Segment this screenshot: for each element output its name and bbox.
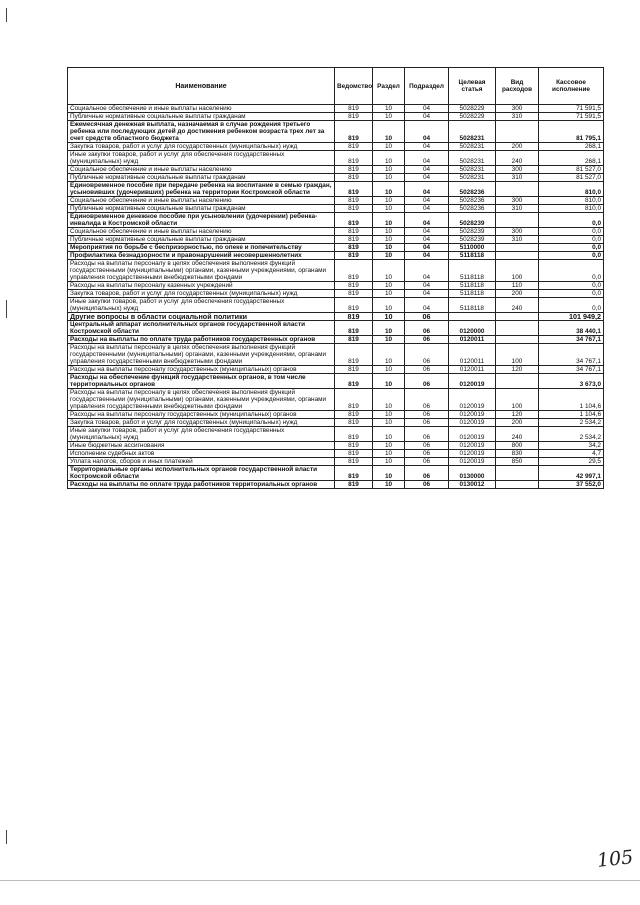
row-amount-cell: 0,0 [539, 298, 604, 313]
row-name-cell: Профилактика безнадзорности и правонарушений несовершеннолетних [68, 252, 335, 260]
table-row [68, 336, 604, 344]
row-razdel-cell: 10 [373, 411, 405, 419]
row-amount-cell: 3 673,0 [539, 374, 604, 389]
table-row [68, 213, 604, 228]
row-podrazdel-cell: 04 [405, 182, 449, 197]
row-razdel-cell: 10 [373, 182, 405, 197]
row-razdel-cell: 10 [373, 389, 405, 411]
row-amount-cell: 29,5 [539, 458, 604, 466]
row-vedomstvo-cell: 819 [335, 344, 373, 366]
row-name-cell: Публичные нормативные социальные выплаты гражданам [68, 205, 335, 213]
row-amount-cell: 810,0 [539, 197, 604, 205]
row-vedomstvo-cell: 819 [335, 121, 373, 143]
table-row [68, 205, 604, 213]
row-podrazdel-cell: 06 [405, 481, 449, 489]
row-name-cell: Социальное обеспечение и иные выплаты населению [68, 228, 335, 236]
row-celevaya-statya-cell [449, 313, 496, 321]
row-amount-cell: 71 591,5 [539, 113, 604, 121]
row-vid-rashodov-cell: 300 [496, 228, 539, 236]
row-podrazdel-cell: 04 [405, 105, 449, 113]
row-razdel-cell: 10 [373, 374, 405, 389]
table-row [68, 290, 604, 298]
row-razdel-cell: 10 [373, 228, 405, 236]
table-row [68, 321, 604, 336]
row-amount-cell: 34 767,1 [539, 336, 604, 344]
row-vedomstvo-cell: 819 [335, 213, 373, 228]
row-razdel-cell: 10 [373, 252, 405, 260]
row-vid-rashodov-cell: 310 [496, 236, 539, 244]
row-razdel-cell: 10 [373, 366, 405, 374]
binder-mark [6, 300, 7, 318]
row-podrazdel-cell: 04 [405, 197, 449, 205]
row-razdel-cell: 10 [373, 481, 405, 489]
row-podrazdel-cell: 04 [405, 121, 449, 143]
table-row [68, 174, 604, 182]
header-razdel: Раздел [373, 68, 405, 105]
table-row [68, 466, 604, 481]
row-celevaya-statya-cell: 0120011 [449, 366, 496, 374]
row-celevaya-statya-cell: 5028239 [449, 236, 496, 244]
table-row [68, 121, 604, 143]
row-vid-rashodov-cell [496, 252, 539, 260]
row-vid-rashodov-cell: 200 [496, 143, 539, 151]
row-podrazdel-cell: 06 [405, 321, 449, 336]
header-vedomstvo: Ведомство [335, 68, 373, 105]
row-razdel-cell: 10 [373, 442, 405, 450]
row-podrazdel-cell: 06 [405, 466, 449, 481]
row-razdel-cell: 10 [373, 121, 405, 143]
row-podrazdel-cell: 04 [405, 213, 449, 228]
row-celevaya-statya-cell: 5118118 [449, 290, 496, 298]
row-amount-cell: 37 552,0 [539, 481, 604, 489]
row-podrazdel-cell: 04 [405, 113, 449, 121]
row-vedomstvo-cell: 819 [335, 313, 373, 321]
row-vedomstvo-cell: 819 [335, 197, 373, 205]
row-vid-rashodov-cell: 100 [496, 344, 539, 366]
row-vid-rashodov-cell: 100 [496, 260, 539, 282]
row-podrazdel-cell: 04 [405, 151, 449, 166]
table-row [68, 366, 604, 374]
row-vid-rashodov-cell [496, 313, 539, 321]
row-podrazdel-cell: 06 [405, 344, 449, 366]
row-razdel-cell: 10 [373, 282, 405, 290]
row-podrazdel-cell: 06 [405, 389, 449, 411]
row-name-cell: Социальное обеспечение и иные выплаты населению [68, 197, 335, 205]
row-vedomstvo-cell: 819 [335, 427, 373, 442]
row-amount-cell: 0,0 [539, 236, 604, 244]
row-celevaya-statya-cell: 0120019 [449, 389, 496, 411]
row-amount-cell: 0,0 [539, 282, 604, 290]
row-podrazdel-cell: 06 [405, 450, 449, 458]
row-amount-cell: 71 591,5 [539, 105, 604, 113]
row-vid-rashodov-cell: 240 [496, 298, 539, 313]
row-podrazdel-cell: 04 [405, 228, 449, 236]
row-celevaya-statya-cell: 5118118 [449, 260, 496, 282]
row-amount-cell: 81 795,1 [539, 121, 604, 143]
table-row [68, 182, 604, 197]
table-row [68, 252, 604, 260]
row-name-cell: Расходы на выплаты по оплате труда работников территориальных органов [68, 481, 335, 489]
row-vid-rashodov-cell: 120 [496, 366, 539, 374]
row-razdel-cell: 10 [373, 313, 405, 321]
row-name-cell: Исполнение судебных актов [68, 450, 335, 458]
row-vid-rashodov-cell: 300 [496, 166, 539, 174]
row-vid-rashodov-cell: 310 [496, 174, 539, 182]
table-row [68, 411, 604, 419]
row-name-cell: Расходы на обеспечение функций государственных органов, в том числе территориальных органов [68, 374, 335, 389]
row-podrazdel-cell: 04 [405, 252, 449, 260]
row-celevaya-statya-cell: 5028231 [449, 166, 496, 174]
row-vedomstvo-cell: 819 [335, 236, 373, 244]
row-amount-cell: 0,0 [539, 260, 604, 282]
row-vid-rashodov-cell: 240 [496, 151, 539, 166]
row-name-cell: Расходы на выплаты персоналу государственных (муниципальных) органов [68, 411, 335, 419]
row-name-cell: Иные бюджетные ассигнования [68, 442, 335, 450]
row-razdel-cell: 10 [373, 143, 405, 151]
row-vedomstvo-cell: 819 [335, 442, 373, 450]
row-celevaya-statya-cell: 0120019 [449, 442, 496, 450]
row-name-cell: Расходы на выплаты персоналу в целях обеспечения выполнения функций государственными (муниципальными) органами, казенными учреждениями, органами управления государственными внебюджетными фондами [68, 260, 335, 282]
row-celevaya-statya-cell: 0130012 [449, 481, 496, 489]
page-bottom-edge [0, 880, 640, 881]
row-podrazdel-cell: 06 [405, 427, 449, 442]
table-row [68, 374, 604, 389]
row-amount-cell: 268,1 [539, 143, 604, 151]
row-podrazdel-cell: 04 [405, 282, 449, 290]
table-row [68, 458, 604, 466]
row-celevaya-statya-cell: 5118118 [449, 298, 496, 313]
row-podrazdel-cell: 04 [405, 244, 449, 252]
row-podrazdel-cell: 06 [405, 442, 449, 450]
row-name-cell: Центральный аппарат исполнительных органов государственной власти Костромской области [68, 321, 335, 336]
row-razdel-cell: 10 [373, 336, 405, 344]
row-celevaya-statya-cell: 5118118 [449, 252, 496, 260]
row-celevaya-statya-cell: 0120000 [449, 321, 496, 336]
row-razdel-cell: 10 [373, 290, 405, 298]
row-amount-cell: 34 767,1 [539, 366, 604, 374]
row-name-cell: Ежемесячная денежная выплата, назначаемая в случае рождения третьего ребенка или последующих детей до достижения ребенком возраста трех лет за счет средств областного бюджета [68, 121, 335, 143]
table-row [68, 105, 604, 113]
row-amount-cell: 810,0 [539, 205, 604, 213]
row-razdel-cell: 10 [373, 298, 405, 313]
row-podrazdel-cell: 06 [405, 313, 449, 321]
row-name-cell: Закупка товаров, работ и услуг для государственных (муниципальных) нужд [68, 419, 335, 427]
row-name-cell: Иные закупки товаров, работ и услуг для обеспечения государственных (муниципальных) нужд [68, 427, 335, 442]
row-celevaya-statya-cell: 0120019 [449, 411, 496, 419]
table-row [68, 481, 604, 489]
row-vedomstvo-cell: 819 [335, 481, 373, 489]
row-vedomstvo-cell: 819 [335, 336, 373, 344]
table-row [68, 113, 604, 121]
row-podrazdel-cell: 04 [405, 174, 449, 182]
row-vedomstvo-cell: 819 [335, 411, 373, 419]
table-row [68, 151, 604, 166]
table-row [68, 143, 604, 151]
row-amount-cell: 38 440,1 [539, 321, 604, 336]
table-row [68, 298, 604, 313]
table-row [68, 450, 604, 458]
row-name-cell: Закупка товаров, работ и услуг для государственных (муниципальных) нужд [68, 143, 335, 151]
row-vid-rashodov-cell: 300 [496, 105, 539, 113]
row-celevaya-statya-cell: 0120019 [449, 419, 496, 427]
row-razdel-cell: 10 [373, 466, 405, 481]
table-row [68, 244, 604, 252]
row-vid-rashodov-cell [496, 182, 539, 197]
row-razdel-cell: 10 [373, 113, 405, 121]
row-razdel-cell: 10 [373, 344, 405, 366]
row-vid-rashodov-cell [496, 336, 539, 344]
table-row [68, 166, 604, 174]
table-body [68, 105, 604, 489]
row-name-cell: Расходы на выплаты персоналу казенных учреждений [68, 282, 335, 290]
row-vid-rashodov-cell [496, 321, 539, 336]
row-vedomstvo-cell: 819 [335, 260, 373, 282]
row-podrazdel-cell: 04 [405, 298, 449, 313]
row-vid-rashodov-cell [496, 213, 539, 228]
row-vid-rashodov-cell [496, 244, 539, 252]
row-razdel-cell: 10 [373, 244, 405, 252]
row-vedomstvo-cell: 819 [335, 450, 373, 458]
row-vid-rashodov-cell: 110 [496, 282, 539, 290]
table-row [68, 389, 604, 411]
table-row [68, 419, 604, 427]
row-podrazdel-cell: 06 [405, 374, 449, 389]
row-podrazdel-cell: 04 [405, 290, 449, 298]
row-vedomstvo-cell: 819 [335, 182, 373, 197]
binder-mark [6, 8, 7, 22]
row-vid-rashodov-cell: 830 [496, 450, 539, 458]
row-amount-cell: 81 527,0 [539, 166, 604, 174]
row-razdel-cell: 10 [373, 236, 405, 244]
row-razdel-cell: 10 [373, 419, 405, 427]
row-vedomstvo-cell: 819 [335, 113, 373, 121]
row-name-cell: Другие вопросы в области социальной политики [68, 313, 335, 321]
budget-execution-table [67, 67, 604, 489]
row-name-cell: Расходы на выплаты персоналу государственных (муниципальных) органов [68, 366, 335, 374]
row-vid-rashodov-cell [496, 466, 539, 481]
header-celevaya-statya: Целевая статья [449, 68, 496, 105]
row-vedomstvo-cell: 819 [335, 205, 373, 213]
row-vedomstvo-cell: 819 [335, 166, 373, 174]
handwritten-page-number: 105 [595, 846, 635, 872]
header-vid-rashodov: Вид расходов [496, 68, 539, 105]
row-celevaya-statya-cell: 0120019 [449, 450, 496, 458]
row-vedomstvo-cell: 819 [335, 389, 373, 411]
row-celevaya-statya-cell: 5118118 [449, 282, 496, 290]
row-razdel-cell: 10 [373, 450, 405, 458]
row-podrazdel-cell: 06 [405, 366, 449, 374]
table-row [68, 427, 604, 442]
row-name-cell: Публичные нормативные социальные выплаты гражданам [68, 113, 335, 121]
row-vid-rashodov-cell [496, 121, 539, 143]
row-razdel-cell: 10 [373, 427, 405, 442]
row-celevaya-statya-cell: 5028231 [449, 121, 496, 143]
row-amount-cell: 2 534,2 [539, 419, 604, 427]
row-celevaya-statya-cell: 5110000 [449, 244, 496, 252]
row-amount-cell: 1 104,6 [539, 411, 604, 419]
table-row [68, 313, 604, 321]
header-kassovoe-ispolnenie: Кассовое исполнение [539, 68, 604, 105]
row-vedomstvo-cell: 819 [335, 374, 373, 389]
row-celevaya-statya-cell: 0130000 [449, 466, 496, 481]
row-razdel-cell: 10 [373, 151, 405, 166]
row-amount-cell: 268,1 [539, 151, 604, 166]
row-name-cell: Единовременное пособие при передаче ребенка на воспитание в семью граждан, усыновивших (удочеривших) ребенка на территории Костромской области [68, 182, 335, 197]
row-name-cell: Социальное обеспечение и иные выплаты населению [68, 166, 335, 174]
table-row [68, 344, 604, 366]
row-vedomstvo-cell: 819 [335, 458, 373, 466]
row-vedomstvo-cell: 819 [335, 419, 373, 427]
row-name-cell: Расходы на выплаты по оплате труда работников государственных органов [68, 336, 335, 344]
row-celevaya-statya-cell: 5028231 [449, 151, 496, 166]
row-name-cell: Расходы на выплаты персоналу в целях обеспечения выполнения функций государственными (муниципальными) органами, казенными учреждениями, органами управления государственными внебюджетными фондами [68, 389, 335, 411]
row-vid-rashodov-cell: 300 [496, 197, 539, 205]
row-name-cell: Уплата налогов, сборов и иных платежей [68, 458, 335, 466]
row-podrazdel-cell: 06 [405, 458, 449, 466]
table-row [68, 197, 604, 205]
row-amount-cell: 0,0 [539, 228, 604, 236]
row-razdel-cell: 10 [373, 197, 405, 205]
row-celevaya-statya-cell: 5028236 [449, 182, 496, 197]
binder-mark [6, 830, 7, 844]
row-amount-cell: 4,7 [539, 450, 604, 458]
row-celevaya-statya-cell: 5028236 [449, 205, 496, 213]
row-vid-rashodov-cell: 120 [496, 411, 539, 419]
row-celevaya-statya-cell: 0120019 [449, 374, 496, 389]
row-razdel-cell: 10 [373, 166, 405, 174]
header-name: Наименование [68, 68, 335, 105]
row-amount-cell: 42 997,1 [539, 466, 604, 481]
row-razdel-cell: 10 [373, 213, 405, 228]
row-vid-rashodov-cell: 100 [496, 389, 539, 411]
row-celevaya-statya-cell: 0120019 [449, 427, 496, 442]
table-row [68, 442, 604, 450]
row-vedomstvo-cell: 819 [335, 366, 373, 374]
row-name-cell: Единовременное денежное пособие при усыновлении (удочерении) ребенка-инвалида в Костромской области [68, 213, 335, 228]
row-amount-cell: 2 534,2 [539, 427, 604, 442]
row-podrazdel-cell: 04 [405, 143, 449, 151]
budget-table-container [67, 67, 603, 489]
row-name-cell: Публичные нормативные социальные выплаты гражданам [68, 236, 335, 244]
row-name-cell: Иные закупки товаров, работ и услуг для обеспечения государственных (муниципальных) нужд [68, 151, 335, 166]
table-row [68, 260, 604, 282]
row-celevaya-statya-cell: 5028236 [449, 197, 496, 205]
table-header-row [68, 68, 604, 105]
row-amount-cell: 0,0 [539, 290, 604, 298]
row-vedomstvo-cell: 819 [335, 466, 373, 481]
row-amount-cell: 101 949,2 [539, 313, 604, 321]
row-celevaya-statya-cell: 5028229 [449, 105, 496, 113]
row-podrazdel-cell: 04 [405, 236, 449, 244]
row-celevaya-statya-cell: 5028239 [449, 228, 496, 236]
row-vid-rashodov-cell [496, 481, 539, 489]
row-vedomstvo-cell: 819 [335, 151, 373, 166]
row-vedomstvo-cell: 819 [335, 174, 373, 182]
row-amount-cell: 0,0 [539, 213, 604, 228]
row-vid-rashodov-cell: 310 [496, 113, 539, 121]
table-row [68, 236, 604, 244]
row-vedomstvo-cell: 819 [335, 105, 373, 113]
row-podrazdel-cell: 04 [405, 260, 449, 282]
row-amount-cell: 34 767,1 [539, 344, 604, 366]
row-amount-cell: 810,0 [539, 182, 604, 197]
header-podrazdel: Подраздел [405, 68, 449, 105]
row-vid-rashodov-cell: 310 [496, 205, 539, 213]
row-amount-cell: 34,2 [539, 442, 604, 450]
row-amount-cell: 81 527,0 [539, 174, 604, 182]
row-celevaya-statya-cell: 5028229 [449, 113, 496, 121]
row-razdel-cell: 10 [373, 458, 405, 466]
row-name-cell: Закупка товаров, работ и услуг для государственных (муниципальных) нужд [68, 290, 335, 298]
row-celevaya-statya-cell: 0120019 [449, 458, 496, 466]
row-vedomstvo-cell: 819 [335, 252, 373, 260]
row-celevaya-statya-cell: 5028231 [449, 174, 496, 182]
row-vedomstvo-cell: 819 [335, 282, 373, 290]
row-razdel-cell: 10 [373, 105, 405, 113]
row-vedomstvo-cell: 819 [335, 228, 373, 236]
row-name-cell: Расходы на выплаты персоналу в целях обеспечения выполнения функций государственными (муниципальными) органами, казенными учреждениями, органами управления государственными внебюджетными фондами [68, 344, 335, 366]
row-razdel-cell: 10 [373, 205, 405, 213]
row-podrazdel-cell: 06 [405, 336, 449, 344]
row-podrazdel-cell: 06 [405, 411, 449, 419]
row-vid-rashodov-cell: 200 [496, 290, 539, 298]
row-razdel-cell: 10 [373, 174, 405, 182]
row-vedomstvo-cell: 819 [335, 298, 373, 313]
row-razdel-cell: 10 [373, 260, 405, 282]
row-amount-cell: 0,0 [539, 252, 604, 260]
row-name-cell: Иные закупки товаров, работ и услуг для обеспечения государственных (муниципальных) нужд [68, 298, 335, 313]
table-row [68, 228, 604, 236]
row-vid-rashodov-cell: 240 [496, 427, 539, 442]
row-celevaya-statya-cell: 0120011 [449, 344, 496, 366]
row-name-cell: Мероприятия по борьбе с беспризорностью, по опеке и попечительству [68, 244, 335, 252]
row-celevaya-statya-cell: 5028231 [449, 143, 496, 151]
row-celevaya-statya-cell: 5028239 [449, 213, 496, 228]
row-amount-cell: 1 104,6 [539, 389, 604, 411]
row-vid-rashodov-cell: 850 [496, 458, 539, 466]
row-vid-rashodov-cell: 200 [496, 419, 539, 427]
row-name-cell: Публичные нормативные социальные выплаты гражданам [68, 174, 335, 182]
table-row [68, 282, 604, 290]
row-name-cell: Территориальные органы исполнительных органов государственной власти Костромской области [68, 466, 335, 481]
row-podrazdel-cell: 06 [405, 419, 449, 427]
row-name-cell: Социальное обеспечение и иные выплаты населению [68, 105, 335, 113]
row-vedomstvo-cell: 819 [335, 244, 373, 252]
row-amount-cell: 0,0 [539, 244, 604, 252]
row-celevaya-statya-cell: 0120011 [449, 336, 496, 344]
row-podrazdel-cell: 04 [405, 205, 449, 213]
row-vedomstvo-cell: 819 [335, 290, 373, 298]
row-podrazdel-cell: 04 [405, 166, 449, 174]
row-razdel-cell: 10 [373, 321, 405, 336]
row-vedomstvo-cell: 819 [335, 321, 373, 336]
row-vid-rashodov-cell: 800 [496, 442, 539, 450]
row-vedomstvo-cell: 819 [335, 143, 373, 151]
row-vid-rashodov-cell [496, 374, 539, 389]
